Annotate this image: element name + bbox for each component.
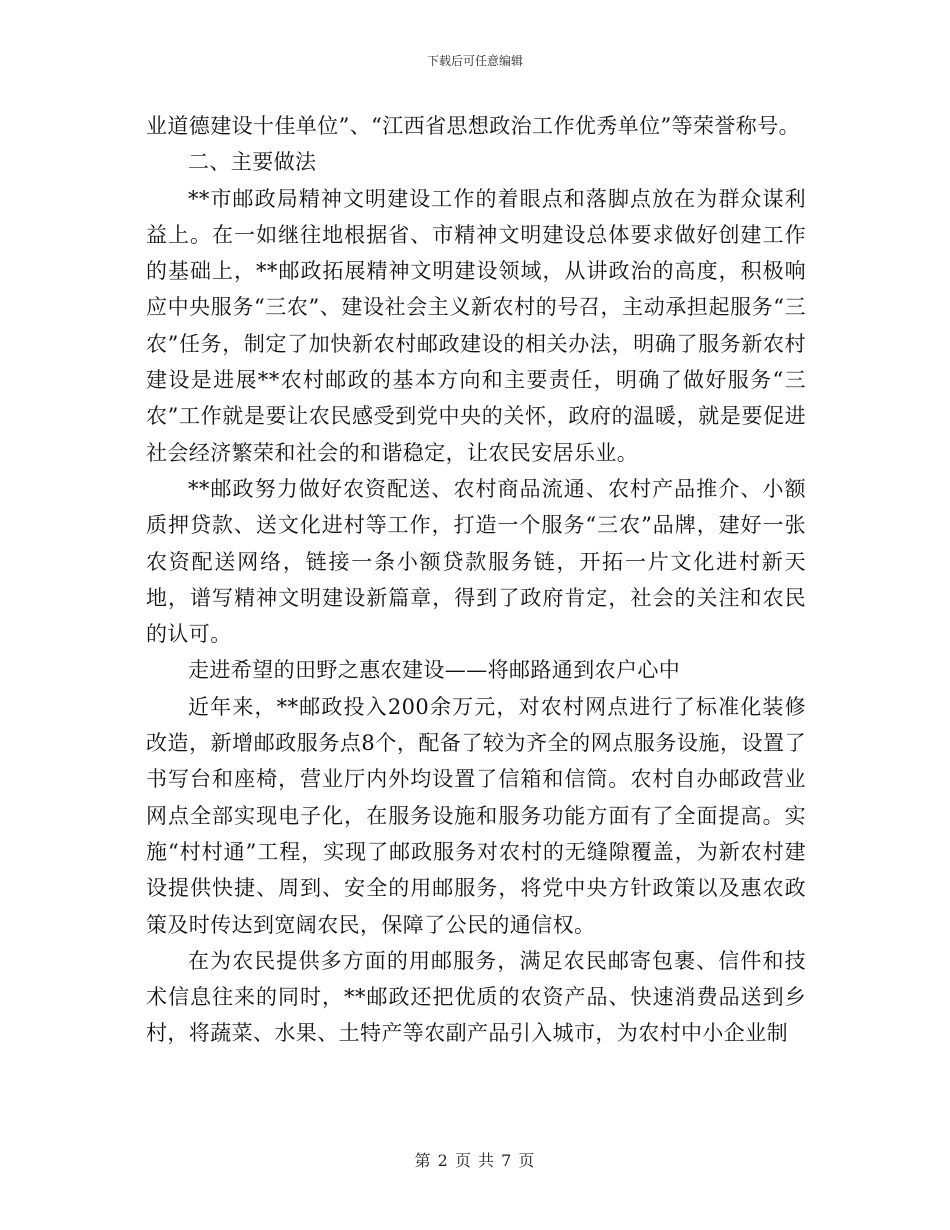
paragraph: 在为农民提供多方面的用邮服务，满足农民邮寄包裹、信件和技术信息往来的同时，**邮政还把优质的农资产品、快速消费品送到乡村，将蔬菜、水果、土特产等农副产品引入城市，为农村中小企业制	[146, 948, 806, 1046]
paragraph: **邮政努力做好农资配送、农村商品流通、农村产品推介、小额质押贷款、送文化进村等工作，打造一个服务“三农”品牌，建好一张农资配送网络，链接一条小额贷款服务链，开拓一片文化进村新天地，谱写精神文明建设新篇章，得到了政府肯定，社会的关注和农民的认可。	[146, 476, 806, 647]
paragraph: **市邮政局精神文明建设工作的着眼点和落脚点放在为群众谋利益上。在一如继往地根据省、市精神文明建设总体要求做好创建工作的基础上，**邮政拓展精神文明建设领域，从讲政治的高度，积极响应中央服务“三农”、建设社会主义新农村的号召，主动承担起服务“三农”任务，制定了加快新农村邮政建设的相关办法，明确了服务新农村建设是进展**农村邮政的基本方向和主要责任，明确了做好服务“三农”工作就是要让农民感受到党中央的关怀，政府的温暖，就是要促进社会经济繁荣和社会的和谐稳定，让农民安居乐业。	[146, 186, 806, 465]
page-header-note: 下载后可任意编辑	[426, 54, 523, 68]
paragraph-continuation: 业道德建设十佳单位”、“江西省思想政治工作优秀单位”等荣誉称号。	[146, 114, 801, 138]
page-number: 第 2 页 共 7 页	[414, 1151, 536, 1170]
document-body	[146, 108, 806, 1052]
subsection-heading: 走进希望的田野之惠农建设——将邮路通到农户心中	[188, 658, 681, 683]
paragraph: 近年来，**邮政投入200余万元，对农村网点进行了标准化装修改造，新增邮政服务点8个，配备了较为齐全的网点服务设施，设置了书写台和座椅，营业厅内外均设置了信箱和信筒。农村自办邮政营业网点全部实现电子化，在服务设施和服务功能方面有了全面提高。实施“村村通”工程，实现了邮政服务对农村的无缝隙覆盖，为新农村建设提供快捷、周到、安全的用邮服务，将党中央方针政策以及惠农政策及时传达到宽阔农民，保障了公民的通信权。	[146, 694, 806, 937]
section-heading: 二、主要做法	[188, 150, 317, 175]
